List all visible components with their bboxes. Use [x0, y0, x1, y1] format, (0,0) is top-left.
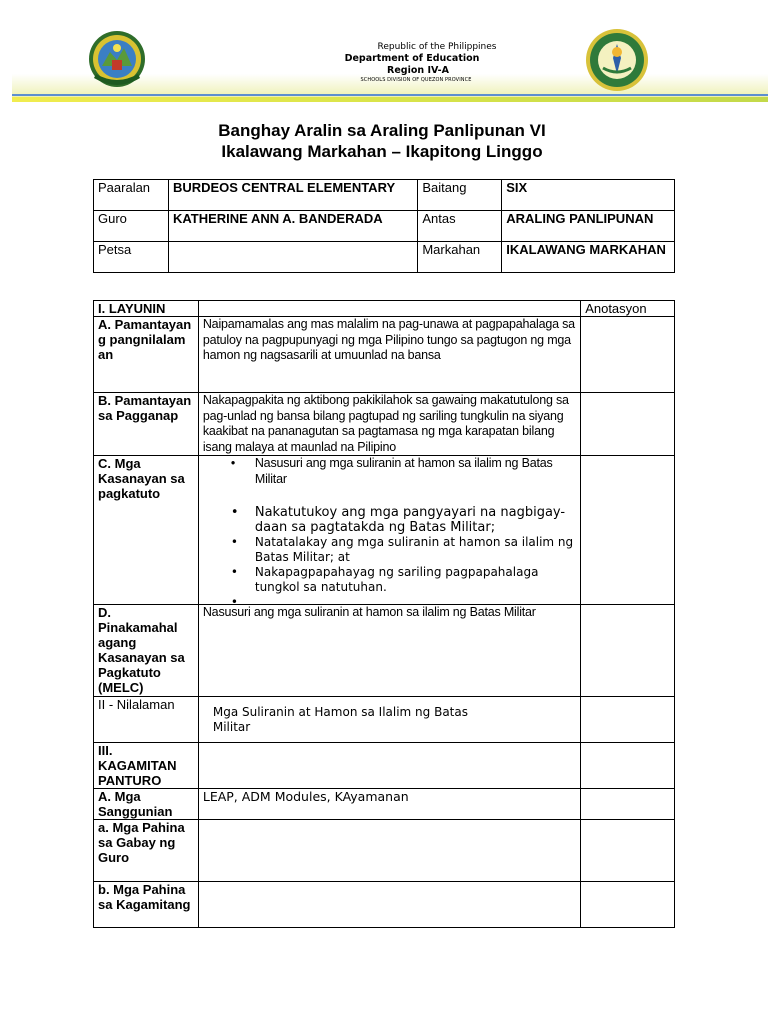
table-row	[94, 605, 675, 697]
date-value	[168, 242, 417, 273]
pamantayan-pangnilalaman-label: A. Pamantayan g pangnilalam an	[94, 317, 199, 393]
kasanayan-label: C. Mga Kasanayan sa pagkatuto	[94, 456, 199, 605]
title-line-1: Banghay Aralin sa Araling Panlipunan VI	[218, 121, 546, 140]
pamantayan-pagganap-label: B. Pamantayan sa Pagganap	[94, 393, 199, 456]
annotation-cell	[581, 743, 675, 789]
list-item: • Nasusuri ang mga suliranin at hamon sa ilalim ng Batas Militar	[203, 456, 576, 487]
table-row	[94, 242, 675, 273]
letterhead-blue-rule	[12, 94, 768, 96]
table-row	[94, 317, 675, 393]
table-row	[94, 301, 675, 317]
annotation-cell	[581, 789, 675, 820]
layunin-content	[198, 301, 580, 317]
annotation-cell	[581, 393, 675, 456]
table-row	[94, 697, 675, 743]
kagamitang-content	[198, 882, 580, 928]
table-row	[94, 743, 675, 789]
school-value: BURDEOS CENTRAL ELEMENTARY	[168, 180, 417, 211]
pamantayan-pagganap-text: Nakapagpakita ng aktibong pakikilahok sa gawaing makatutulong sa pag-unlad ng bansa bilang pagtupad ng sariling tungkulin na siyang kaakibat na pananagutan sa pagtamasa ng mga karapatan bilang isang malaya at maunlad na Pilipino	[198, 393, 580, 456]
nilalaman-text: Mga Suliranin at Hamon sa Ilalim ng Batas Militar	[212, 705, 468, 734]
annotation-cell	[581, 317, 675, 393]
kagamitang-label: b. Mga Pahina sa Kagamitang	[94, 882, 199, 928]
annotation-cell	[581, 820, 675, 882]
pamantayan-pangnilalaman-text: Naipamamalas ang mas malalim na pag-unawa at pagpapahalaga sa patuloy na pagpupunyagi ng mga Pilipino tungo sa pagtugon ng mga hamon ng nagsasarili at umuunlad na bansa	[198, 317, 580, 393]
quarter-value: IKALAWANG MARKAHAN	[502, 242, 675, 273]
kagamitan-label: III. KAGAMITAN PANTURO	[94, 743, 199, 789]
sanggunian-label: A. Mga Sanggunian	[94, 789, 199, 820]
kagamitan-content	[198, 743, 580, 789]
gabay-guro-label: a. Mga Pahina sa Gabay ng Guro	[94, 820, 199, 882]
teacher-value: KATHERINE ANN A. BANDERADA	[168, 211, 417, 242]
info-table	[93, 179, 675, 273]
table-row	[94, 882, 675, 928]
title-line-2: Ikalawang Markahan – Ikapitong Linggo	[221, 142, 543, 161]
page-title	[0, 120, 768, 162]
school-label: Paaralan	[94, 180, 169, 211]
level-value: ARALING PANLIPUNAN	[502, 211, 675, 242]
region-text: Region IV-A	[387, 65, 449, 76]
grade-label: Baitang	[418, 180, 502, 211]
melc-label: D. Pinakamahal agang Kasanayan sa Pagkatuto (MELC)	[94, 605, 199, 697]
melc-text: Nasusuri ang mga suliranin at hamon sa ilalim ng Batas Militar	[198, 605, 580, 697]
annotation-cell	[581, 882, 675, 928]
kasanayan-list	[203, 456, 576, 595]
table-row	[94, 789, 675, 820]
table-row	[94, 393, 675, 456]
table-row	[94, 211, 675, 242]
republic-text: Republic of the Philippines	[377, 42, 497, 52]
level-label: Antas	[418, 211, 502, 242]
quarter-label: Markahan	[418, 242, 502, 273]
teacher-label: Guro	[94, 211, 169, 242]
date-label: Petsa	[94, 242, 169, 273]
division-seal-icon	[88, 30, 146, 88]
school-seal-icon	[585, 28, 649, 92]
table-row	[94, 820, 675, 882]
list-item: • Natatalakay ang mga suliranin at hamon sa ilalim ng Batas Militar; at	[203, 535, 576, 565]
grade-value: SIX	[502, 180, 675, 211]
table-row	[94, 180, 675, 211]
sanggunian-text: LEAP, ADM Modules, KAyamanan	[198, 789, 580, 820]
list-item: • Nakatutukoy ang mga pangyayari na nagbigay-daan sa pagtatakda ng Batas Militar;	[203, 505, 576, 535]
table-row	[94, 456, 675, 605]
kasanayan-list-cell	[198, 456, 580, 605]
gabay-guro-content	[198, 820, 580, 882]
letterhead-yellow-rule	[12, 97, 768, 102]
division-text: SCHOOLS DIVISION OF QUEZON PROVINCE	[360, 77, 472, 83]
nilalaman-cell	[198, 697, 580, 743]
lesson-plan-table	[93, 300, 675, 928]
list-item: • Nakapagpapahayag ng sariling pagpapahalaga tungkol sa natutuhan.	[203, 565, 576, 595]
letterhead	[12, 28, 768, 102]
annotation-cell	[581, 697, 675, 743]
nilalaman-label: II - Nilalaman	[94, 697, 199, 743]
annotation-cell	[581, 456, 675, 605]
anotasyon-header: Anotasyon	[581, 301, 675, 317]
layunin-label: I. LAYUNIN	[94, 301, 199, 317]
annotation-cell	[581, 605, 675, 697]
deped-heading	[302, 42, 522, 83]
department-text: Department of Education	[344, 53, 480, 64]
